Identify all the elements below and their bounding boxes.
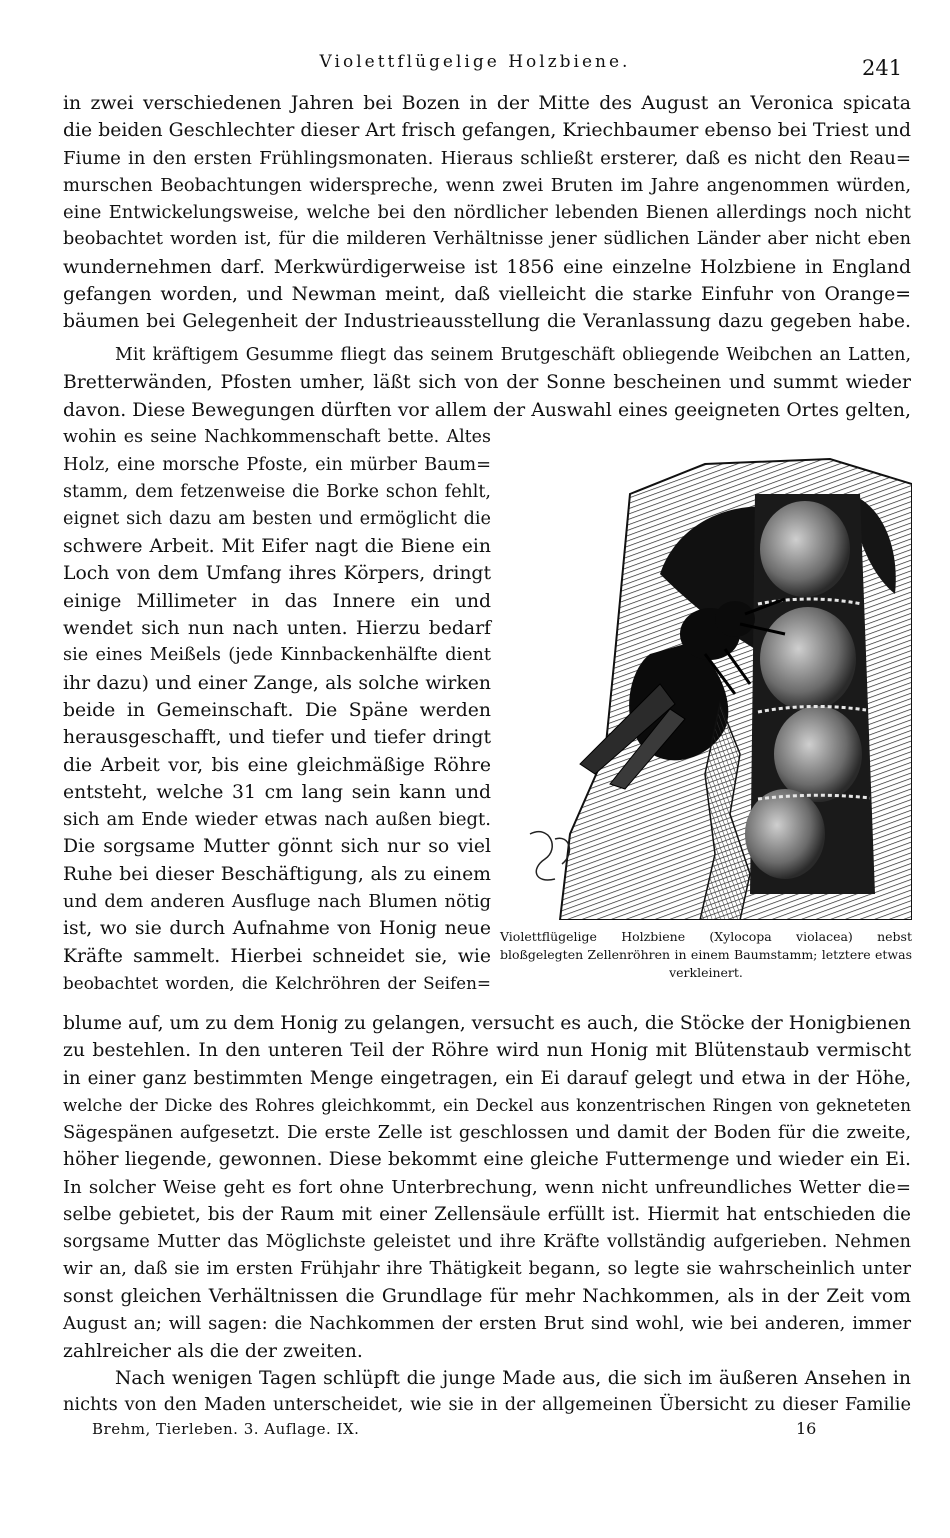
text-line: sich am Ende wieder etwas nach außen biegt. <box>63 809 491 831</box>
text-line: Holz, eine morsche Pfoste, ein mürber Baum= <box>63 454 491 476</box>
text-line: gefangen worden, und Newman meint, daß vielleicht die starke Einfuhr von Orange= <box>63 284 911 306</box>
text-line: ihr dazu) und einer Zange, als solche wirken <box>63 672 491 694</box>
text-line: sonst gleichen Verhältnissen die Grundlage für mehr Nachkommen, als in der Zeit vom <box>63 1285 911 1307</box>
paragraph-3 <box>63 1365 911 1420</box>
text-line: sie eines Meißels (jede Kinnbackenhälfte dient <box>63 645 491 666</box>
text-line: beobachtet worden ist, für die milderen Verhältnisse jener südlichen Länder aber nicht eben <box>63 229 911 250</box>
text-line: einige Millimeter in das Innere ein und <box>63 590 491 612</box>
text-line: blume auf, um zu dem Honig zu gelangen, versucht es auch, die Stöcke der Honigbienen <box>63 1013 911 1034</box>
text-line: Ruhe bei dieser Beschäftigung, als zu einem <box>63 863 491 885</box>
text-line: In solcher Weise geht es fort ohne Unterbrechung, wenn nicht unfreundliches Wetter die= <box>63 1176 911 1198</box>
text-line: Bretterwänden, Pfosten umher, läßt sich von der Sonne bescheinen und summt wieder <box>63 372 911 394</box>
text-line: wendet sich nun nach unten. Hierzu bedarf <box>63 618 491 640</box>
text-line: beobachtet worden, die Kelchröhren der Seifen= <box>63 972 491 993</box>
text-line: Nach wenigen Tagen schlüpft die junge Made aus, die sich im äußeren Ansehen in <box>115 1368 911 1389</box>
engraving-svg <box>500 454 912 920</box>
text-line: in zwei verschiedenen Jahren bei Bozen in der Mitte des August an Veronica spicata <box>63 93 911 114</box>
text-line: murschen Beobachtungen widerspreche, wenn zwei Bruten im Jahre angenommen würden, <box>63 174 911 196</box>
paragraph-1 <box>63 90 911 336</box>
paragraph-2 <box>63 342 911 424</box>
text-line: eignet sich dazu am besten und ermöglicht die <box>63 508 491 529</box>
text-line: nichts von den Maden unterscheidet, wie sie in der allgemeinen Übersicht zu dieser Familie <box>63 1395 911 1416</box>
cell-3 <box>774 706 862 802</box>
text-line: wohin es seine Nachkommenschaft bette. Altes <box>63 427 491 447</box>
artist-monogram <box>530 832 569 880</box>
footer-signature-number: 16 <box>796 1419 817 1438</box>
caption-line: Violettflügelige Holzbiene (Xylocopa violacea) nebst <box>500 929 912 944</box>
text-line: sorgsame Mutter das Möglichste geleistet und ihre Kräfte vollständig aufgerieben. Nehmen <box>63 1231 911 1253</box>
text-line: herausgeschafft, und tiefer und tiefer dringt <box>63 727 491 749</box>
paragraph-2-narrow-column <box>63 424 491 997</box>
text-line: Fiume in den ersten Frühlingsmonaten. Hieraus schließt ersterer, daß es nicht den Reau= <box>63 147 911 169</box>
text-line: Sägespänen aufgesetzt. Die erste Zelle ist geschlossen und damit der Boden für die zweite, <box>63 1122 911 1144</box>
text-line: Kräfte sammelt. Hierbei schneidet sie, wie <box>63 945 491 967</box>
text-line: eine Entwickelungsweise, welche bei den nördlicher lebenden Bienen allerdings noch nicht <box>63 202 911 224</box>
text-line: die Arbeit vor, bis eine gleichmäßige Röhre <box>63 754 491 776</box>
text-line: höher liegende, gewonnen. Diese bekommt eine gleiche Futtermenge und wieder ein Ei. <box>63 1149 911 1171</box>
text-line: zu bestehlen. In den unteren Teil der Röhre wird nun Honig mit Blütenstaub vermischt <box>63 1040 911 1062</box>
text-line: ist, wo sie durch Aufnahme von Honig neue <box>63 918 491 940</box>
paragraph-2-continued <box>63 1010 911 1365</box>
text-line: selbe gebietet, bis der Raum mit einer Zellensäule erfüllt ist. Hiermit hat entschieden die <box>63 1204 911 1226</box>
text-line: Die sorgsame Mutter gönnt sich nur so viel <box>63 836 491 858</box>
text-line: wir an, daß sie im ersten Frühjahr ihre Thätigkeit begann, so legte sie wahrscheinlich unter <box>63 1258 911 1279</box>
text-line: Loch von dem Umfang ihres Körpers, dringt <box>63 563 491 585</box>
caption-line: verkleinert. <box>669 965 743 980</box>
text-line: stamm, dem fetzenweise die Borke schon fehlt, <box>63 481 491 502</box>
cell-4 <box>745 789 825 879</box>
cell-1 <box>760 501 850 597</box>
running-header-title: Violettflügelige Holzbiene. <box>319 52 631 72</box>
text-line: August an; will sagen: die Nachkommen der ersten Brut sind wohl, wie bei anderen, immer <box>63 1313 911 1335</box>
text-line: Mit kräftigem Gesumme fliegt das seinem Brutgeschäft obliegende Weibchen an Latten, <box>115 345 911 365</box>
carpenter-bee-illustration <box>500 454 912 920</box>
cell-2 <box>760 607 856 711</box>
text-line: schwere Arbeit. Mit Eifer nagt die Biene ein <box>63 536 491 558</box>
text-line: die beiden Geschlechter dieser Art frisch gefangen, Kriechbaumer ebenso bei Triest und <box>63 120 911 142</box>
text-line: entsteht, welche 31 cm lang sein kann und <box>63 781 491 803</box>
text-line: zahlreicher als die der zweiten. <box>63 1340 363 1362</box>
footer-source: Brehm, Tierleben. 3. Auflage. IX. <box>92 1420 360 1438</box>
text-line: wundernehmen darf. Merkwürdigerweise ist 1856 eine einzelne Holzbiene in England <box>63 256 911 278</box>
figure-caption <box>500 928 912 982</box>
caption-line: bloßgelegten Zellenröhren in einem Baumstamm; letztere etwas <box>500 947 912 962</box>
text-line: davon. Diese Bewegungen dürften vor allem der Auswahl eines geeigneten Ortes gelten, <box>63 399 911 421</box>
text-line: beide in Gemeinschaft. Die Späne werden <box>63 699 491 721</box>
text-line: bäumen bei Gelegenheit der Industrieausstellung die Veranlassung dazu gegeben habe. <box>63 311 911 333</box>
text-line: und dem anderen Ausfluge nach Blumen nötig <box>63 891 491 913</box>
text-line: in einer ganz bestimmten Menge eingetragen, ein Ei darauf gelegt und etwa in der Höhe, <box>63 1067 911 1089</box>
page-number: 241 <box>862 56 903 80</box>
text-line: welche der Dicke des Rohres gleichkommt, ein Deckel aus konzentrischen Ringen von gekneteten <box>63 1095 911 1115</box>
